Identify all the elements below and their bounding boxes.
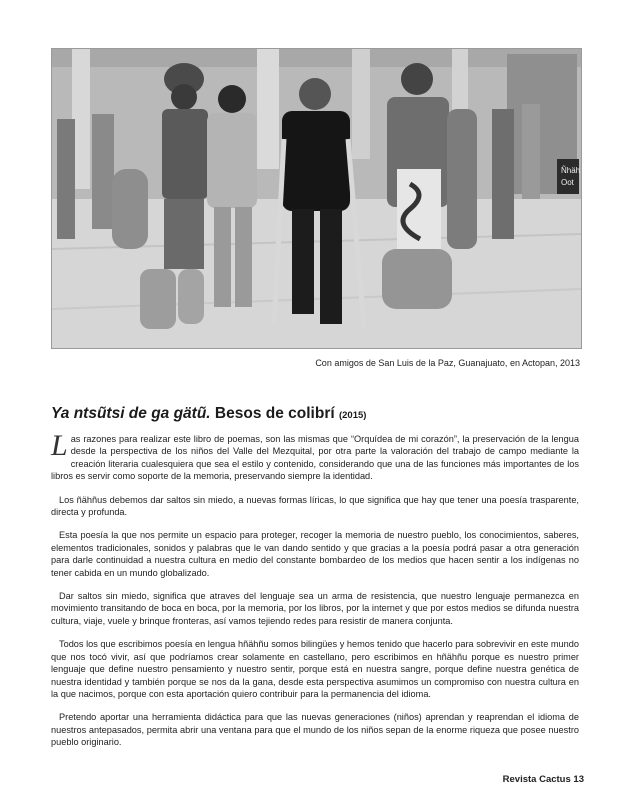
title-year: (2015): [338, 410, 367, 421]
paragraph-1-text: as razones para realizar este libro de poemas, son las mismas que “Orquídea de mi corazón”, la preservación de la lengua desde la perspectiva de los niños del Valle del Mezquital, por otra parte la valoración del trabajo de campo mediante la creación literaria cualesquiera que sea el estilo y contenido, considerando que una de las funciones más importantes de los libros es servir como soporte de la memoria, preservando siempre la identidad.: [51, 434, 579, 482]
article-title: [51, 405, 591, 423]
article-body: [51, 429, 579, 760]
journal-name: Revista Cactus: [502, 774, 571, 785]
page-number: 13: [573, 774, 584, 785]
sign-text-2: Oot: [561, 178, 574, 187]
paragraph-5: Todos los que escribimos poesía en lengua hñähñu somos bilingües y hemos tenido que hacerlo para sobrevivir en este mundo que nos tocó vivir, así que podríamos crear solamente en castellano, pero escribimos en hñähñu porque es nuestro primer lenguaje que define nuestro pensamiento y nuestro sentir, porque está en nuestra sangre, porque define nuestra genética de nuestra identidad y también porque se nos da la gana, desde esta perspectiva asumimos un compromiso con nuestra cultura en la que nacimos, porque con esta aportación quiero contribuir para la permanencia del idioma.: [51, 639, 579, 699]
paragraph-1: [51, 429, 579, 483]
article-photo: [51, 48, 582, 349]
paragraph-2: Los ñähñus debemos dar saltos sin miedo, a nuevas formas líricas, lo que significa que hay que tener una poesía trasparente, directa y profunda.: [51, 494, 579, 518]
group-photo-illustration: [52, 49, 581, 348]
photo-caption: Con amigos de San Luis de la Paz, Guanajuato, en Actopan, 2013: [315, 358, 580, 368]
drop-cap: L: [51, 429, 68, 462]
paragraph-3: Esta poesía la que nos permite un espacio para proteger, recoger la memoria de nuestro pueblo, los conocimientos, saberes, elementos tradicionales, sonidos y palabras que le van dando sentido y que gracias a la poesía podrá pasar a otra generación para darle continuidad a nuestra cultura en medio del constante bombardeo de los medios que hacen sentir a los indígenas no tener cabida en un mundo globalizado.: [51, 530, 579, 578]
title-spanish: Besos de colibrí: [210, 405, 335, 422]
paragraph-6: Pretendo aportar una herramienta didáctica para que las nuevas generaciones (niños) aprendan y reaprendan el idioma de nuestros antepasados, permita abrir una ventana para que el mundo de los niños sepan de la enorme riqueza que posee nuestro pueblo originario.: [51, 712, 579, 748]
sign-text-1: Ñhäh: [561, 166, 581, 175]
paragraph-4: Dar saltos sin miedo, significa que atraves del lenguaje sea un arma de resistencia, que nuestro lenguaje permanezca en movimiento transitando de boca en boca, por la memoria, por los libros, por la internet y que por estos medios se difunda nuestra cultura, viaje, vuele y brinque fronteras, así vamos tejiendo redes para resistir de manera conjunta.: [51, 591, 579, 626]
title-hnahnu: Ya ntsũtsi de ga gätũ.: [51, 405, 211, 422]
page-footer: [503, 774, 584, 785]
